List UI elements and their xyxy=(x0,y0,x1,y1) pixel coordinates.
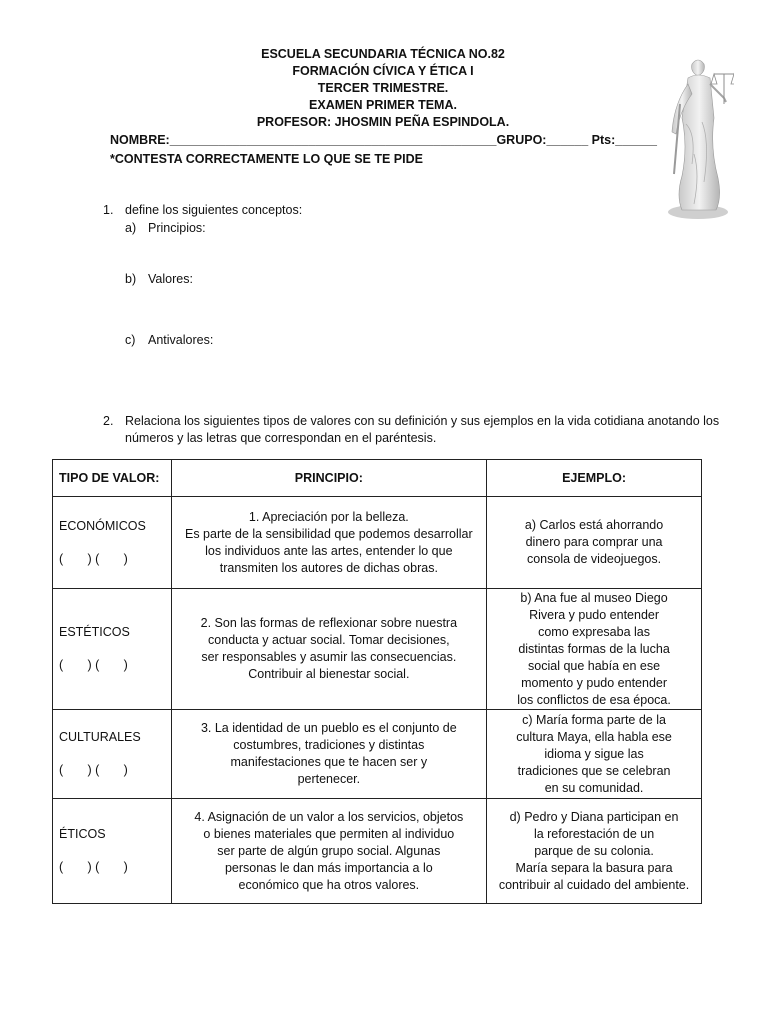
example-cell: c) María forma parte de la cultura Maya, ella habla ese idioma y sigue las tradiciones que se celebran en su comunidad. xyxy=(487,710,702,799)
principle-cell: 3. La identidad de un pueblo es el conjunto de costumbres, tradiciones y distintas manifestaciones que te hacen ser y pertenecer. xyxy=(171,710,487,799)
answer-parens[interactable]: ( ) ( ) xyxy=(59,551,128,566)
answer-parens[interactable]: ( ) ( ) xyxy=(59,763,128,777)
table-row xyxy=(53,710,702,799)
header-principio: PRINCIPIO: xyxy=(171,460,487,497)
type-label: ESTÉTICOS xyxy=(59,625,130,639)
principle-cell: 1. Apreciación por la belleza. Es parte de la sensibilidad que podemos desarrollar los individuos ante las artes, entender lo que transmiten los autores de dichas obras. xyxy=(171,497,487,589)
principle-cell: 2. Son las formas de reflexionar sobre nuestra conducta y actuar social. Tomar decisiones, ser responsables y asumir las consecuencias. Contribuir al bienestar social. xyxy=(171,589,487,710)
school-name: ESCUELA SECUNDARIA TÉCNICA NO.82 xyxy=(261,47,505,61)
teacher: PROFESOR: JHOSMIN PEÑA ESPINDOLA. xyxy=(256,115,510,129)
type-label: ÉTICOS xyxy=(59,827,106,841)
subject: FORMACIÓN CÍVICA Y ÉTICA I xyxy=(292,64,474,78)
question-2-number: 2. xyxy=(103,414,114,428)
name-group-line: NOMBRE:_______________________________________________GRUPO:______ Pts:______ xyxy=(110,133,657,147)
answer-parens[interactable]: ( ) ( ) xyxy=(59,658,128,672)
type-label: CULTURALES xyxy=(59,730,141,744)
example-cell: a) Carlos está ahorrando dinero para comprar una consola de videojuegos. xyxy=(487,497,702,589)
instruction: *CONTESTA CORRECTAMENTE LO QUE SE TE PIDE xyxy=(110,152,423,166)
question-1: 1. xyxy=(103,203,114,217)
table-header-row xyxy=(53,460,702,497)
question-1-text: define los siguientes conceptos: xyxy=(125,203,303,217)
exam-title: EXAMEN PRIMER TEMA. xyxy=(309,98,457,112)
type-cell xyxy=(53,799,172,904)
item-antivalores: c) Antivalores: xyxy=(125,333,214,347)
trimester: TERCER TRIMESTRE. xyxy=(317,81,449,95)
type-cell xyxy=(53,497,172,589)
values-table xyxy=(52,459,702,904)
table-row xyxy=(53,497,702,589)
justice-statue-icon xyxy=(662,44,734,220)
header-tipo: TIPO DE VALOR: xyxy=(53,460,172,497)
example-cell: d) Pedro y Diana participan en la reforestación de un parque de su colonia. María separa la basura para contribuir al cuidado del ambiente. xyxy=(487,799,702,904)
exam-header xyxy=(0,46,768,131)
type-cell xyxy=(53,710,172,799)
item-valores: b) Valores: xyxy=(125,272,193,286)
table-row xyxy=(53,799,702,904)
answer-parens[interactable]: ( ) ( ) xyxy=(59,860,128,874)
header-ejemplo: EJEMPLO: xyxy=(487,460,702,497)
type-label: ECONÓMICOS xyxy=(59,518,146,533)
principle-cell: 4. Asignación de un valor a los servicios, objetos o bienes materiales que permiten al individuo ser parte de algún grupo social. Algunas personas le dan más importancia a lo económico que ha otros valores. xyxy=(171,799,487,904)
example-cell: b) Ana fue al museo Diego Rivera y pudo entender como expresaba las distintas formas de la lucha social que había en ese momento y pudo entender los conflictos de esa época. xyxy=(487,589,702,710)
question-2-line1: Relaciona los siguientes tipos de valores con su definición y sus ejemplos en la vida cotidiana anotando los xyxy=(125,414,720,428)
table-row xyxy=(53,589,702,710)
question-2-line2: números y las letras que correspondan en el paréntesis. xyxy=(125,431,437,445)
item-principios: a) Principios: xyxy=(125,221,206,235)
type-cell xyxy=(53,589,172,710)
